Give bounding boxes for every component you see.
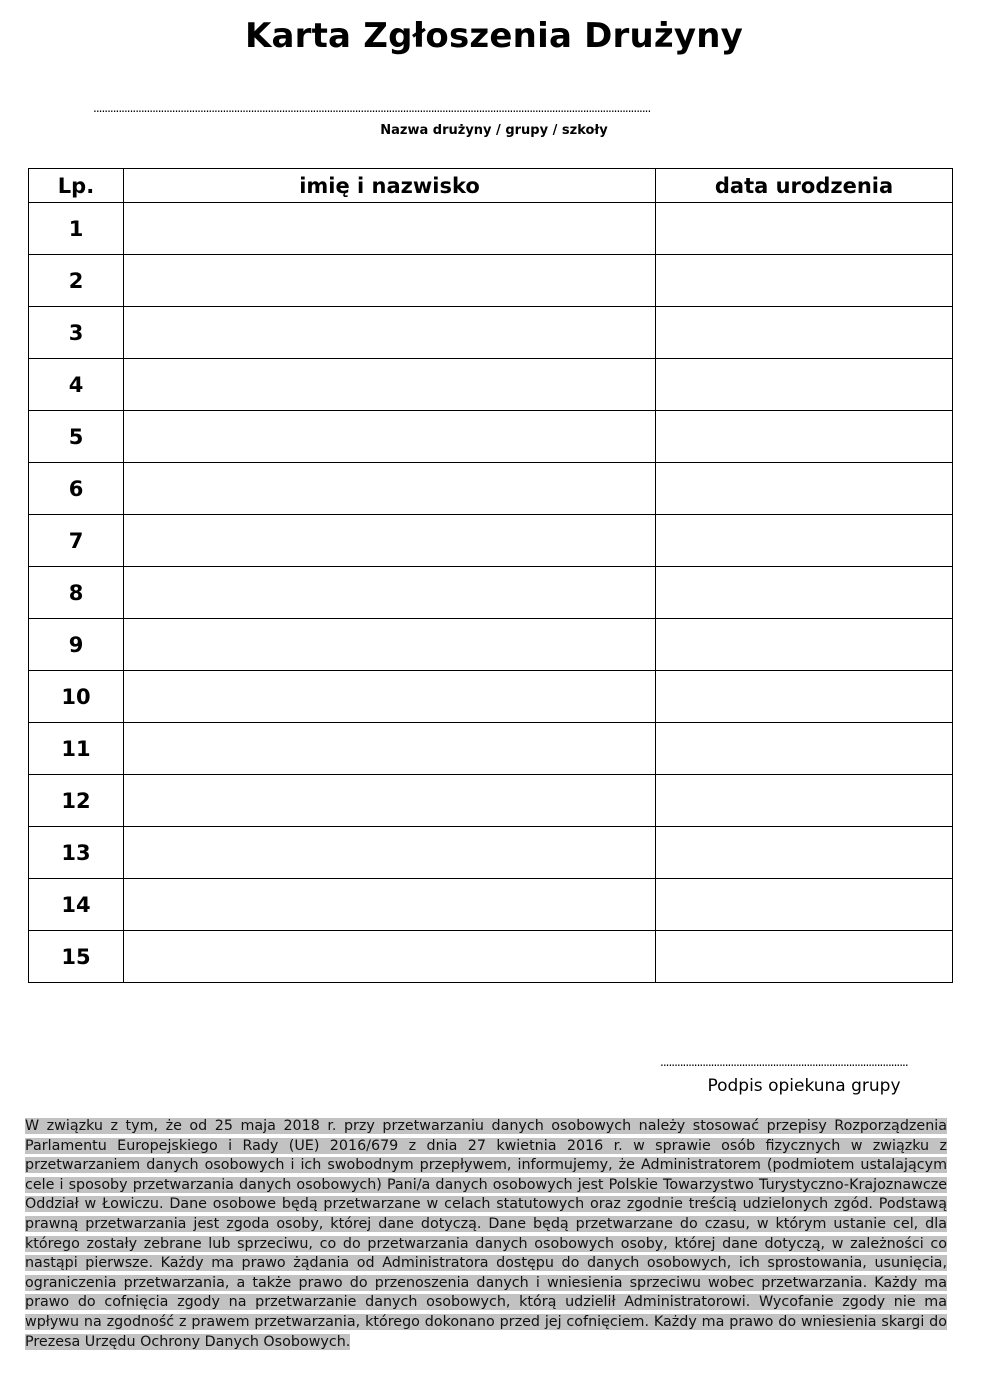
table-row xyxy=(29,307,953,359)
row-number: 2 xyxy=(29,255,124,307)
table-row xyxy=(29,203,953,255)
birth-date-cell[interactable] xyxy=(656,931,953,983)
table-row xyxy=(29,827,953,879)
table-row xyxy=(29,567,953,619)
birth-date-cell[interactable] xyxy=(656,411,953,463)
table-row xyxy=(29,255,953,307)
table-row xyxy=(29,723,953,775)
row-number: 5 xyxy=(29,411,124,463)
row-number: 4 xyxy=(29,359,124,411)
name-cell[interactable] xyxy=(124,931,656,983)
row-number: 1 xyxy=(29,203,124,255)
name-cell[interactable] xyxy=(124,515,656,567)
birth-date-cell[interactable] xyxy=(656,307,953,359)
row-number: 7 xyxy=(29,515,124,567)
row-number: 11 xyxy=(29,723,124,775)
name-cell[interactable] xyxy=(124,359,656,411)
name-cell[interactable] xyxy=(124,567,656,619)
row-number: 10 xyxy=(29,671,124,723)
document-title: Karta Zgłoszenia Drużyny xyxy=(244,16,744,56)
team-name-field-line[interactable]: ...................................................................................................................................................................................................... xyxy=(93,101,651,115)
signature-line[interactable]: ........................................................................................ xyxy=(660,1055,908,1069)
name-cell[interactable] xyxy=(124,879,656,931)
name-cell[interactable] xyxy=(124,775,656,827)
team-name-field-label: Nazwa drużyny / grupy / szkoły xyxy=(380,123,608,138)
row-number: 12 xyxy=(29,775,124,827)
table-row xyxy=(29,359,953,411)
row-number: 9 xyxy=(29,619,124,671)
birth-date-cell[interactable] xyxy=(656,515,953,567)
row-number: 8 xyxy=(29,567,124,619)
birth-date-cell[interactable] xyxy=(656,463,953,515)
gdpr-notice-text: W związku z tym, że od 25 maja 2018 r. przy przetwarzaniu danych osobowych należy stosować przepisy Rozporządzenia Parlamentu Europejskiego i Rady (UE) 2016/679 z dnia 27 kwietnia 2016 r. w sprawie osób fizycznych w związku z przetwarzaniem danych osobowych i ich swobodnym przepływem, informujemy, że Administratorem (podmiotem ustalającym cele i sposoby przetwarzania danych osobowych) Pani/a danych osobowych jest Polskie Towarzystwo Turystyczno-Krajoznawcze Oddział w Łowiczu. Dane osobowe będą przetwarzane w celach statutowych oraz zgodnie treścią udzielonych zgód. Podstawą prawną przetwarzania jest zgoda osoby, której dane dotyczą. Dane będą przetwarzane do czasu, w którym ustanie cel, dla którego zostały zebrane lub sprzeciwu, co do przetwarzania danych osobowych osoby, której dane dotyczą, w zależności co nastąpi pierwsze. Każdy ma prawo żądania od Administratora dostępu do danych osobowych, ich sprostowania, usunięcia, ograniczenia przetwarzania, a także prawo do przenoszenia danych i wniesienia sprzeciwu wobec przetwarzania. Każdy ma prawo do cofnięcia zgody na przetwarzanie danych osobowych, którą udzielił Administratorowi. Wycofanie zgody nie ma wpływu na zgodność z prawem przetwarzania, którego dokonano przed jej cofnięciem. Każdy ma prawo do wniesienia skargi do Prezesa Urzędu Ochrony Danych Osobowych. xyxy=(25,1118,947,1350)
name-cell[interactable] xyxy=(124,827,656,879)
birth-date-cell[interactable] xyxy=(656,723,953,775)
column-header-number: Lp. xyxy=(29,169,124,203)
row-number: 3 xyxy=(29,307,124,359)
name-cell[interactable] xyxy=(124,203,656,255)
birth-date-cell[interactable] xyxy=(656,567,953,619)
name-cell[interactable] xyxy=(124,411,656,463)
birth-date-cell[interactable] xyxy=(656,671,953,723)
name-cell[interactable] xyxy=(124,723,656,775)
roster-body xyxy=(29,203,953,983)
name-cell[interactable] xyxy=(124,307,656,359)
row-number: 6 xyxy=(29,463,124,515)
name-cell[interactable] xyxy=(124,671,656,723)
column-header-name: imię i nazwisko xyxy=(124,169,656,203)
birth-date-cell[interactable] xyxy=(656,203,953,255)
name-cell[interactable] xyxy=(124,619,656,671)
name-cell[interactable] xyxy=(124,255,656,307)
birth-date-cell[interactable] xyxy=(656,827,953,879)
gdpr-notice xyxy=(25,1117,947,1352)
table-row xyxy=(29,879,953,931)
table-row xyxy=(29,671,953,723)
birth-date-cell[interactable] xyxy=(656,255,953,307)
table-row xyxy=(29,931,953,983)
birth-date-cell[interactable] xyxy=(656,359,953,411)
table-row xyxy=(29,411,953,463)
table-row xyxy=(29,515,953,567)
birth-date-cell[interactable] xyxy=(656,619,953,671)
row-number: 15 xyxy=(29,931,124,983)
table-row xyxy=(29,619,953,671)
table-row xyxy=(29,463,953,515)
row-number: 14 xyxy=(29,879,124,931)
column-header-birth-date: data urodzenia xyxy=(656,169,953,203)
table-row xyxy=(29,775,953,827)
roster-table xyxy=(28,168,953,983)
row-number: 13 xyxy=(29,827,124,879)
birth-date-cell[interactable] xyxy=(656,879,953,931)
roster-header-row xyxy=(29,169,953,203)
signature-label: Podpis opiekuna grupy xyxy=(707,1076,901,1096)
birth-date-cell[interactable] xyxy=(656,775,953,827)
name-cell[interactable] xyxy=(124,463,656,515)
